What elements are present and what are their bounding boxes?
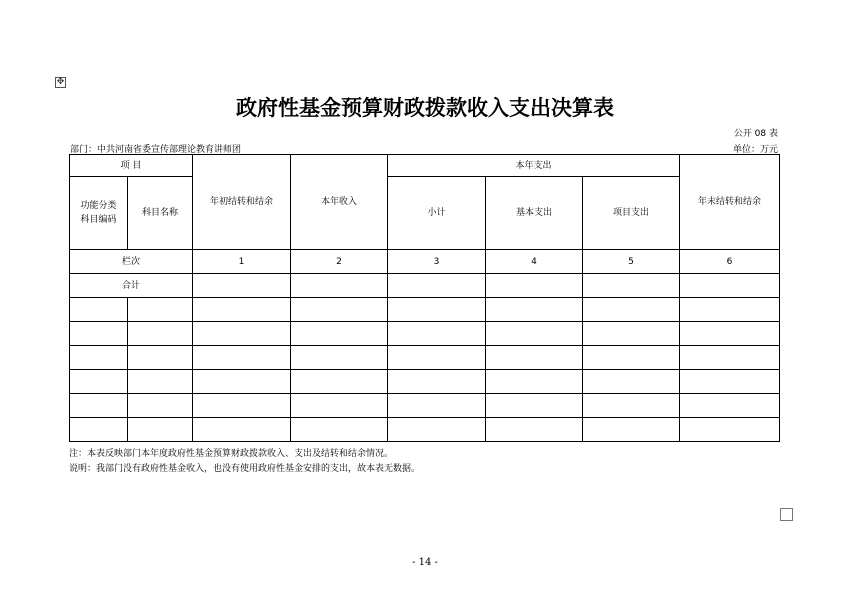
table-cell	[388, 322, 486, 346]
column-number: 1	[193, 250, 291, 274]
header-year-income: 本年收入	[291, 155, 388, 250]
header-basic-expense: 基本支出	[486, 177, 583, 250]
column-number-label: 栏次	[70, 250, 193, 274]
header-subtotal: 小计	[388, 177, 486, 250]
table-cell	[128, 394, 193, 418]
table-cell	[128, 370, 193, 394]
page-title: 政府性基金预算财政拨款收入支出决算表	[236, 95, 614, 120]
header-year-expense: 本年支出	[388, 155, 680, 177]
table-cell	[388, 394, 486, 418]
table-cell	[583, 274, 680, 298]
table-row	[70, 370, 780, 394]
table-cell	[70, 418, 128, 442]
table-cell	[680, 298, 780, 322]
table-explanation: 说明：我部门没有政府性基金收入，也没有使用政府性基金安排的支出，故本表无数据。	[69, 464, 421, 474]
table-cell	[583, 394, 680, 418]
table-cell	[128, 418, 193, 442]
department-label: 部门：中共河南省委宣传部理论教育讲师团	[70, 145, 242, 155]
table-cell	[193, 418, 291, 442]
table-cell	[193, 322, 291, 346]
table-cell	[583, 322, 680, 346]
table-cell	[70, 298, 128, 322]
table-cell	[486, 298, 583, 322]
table-cell	[388, 298, 486, 322]
form-number: 公开 08 表	[733, 129, 778, 139]
table-cell	[486, 346, 583, 370]
table-cell	[486, 370, 583, 394]
table-cell	[291, 418, 388, 442]
table-note: 注：本表反映部门本年度政府性基金预算财政拨款收入、支出及结转和结余情况。	[69, 449, 394, 459]
header-end-balance: 年末结转和结余	[680, 155, 780, 250]
table-cell	[291, 370, 388, 394]
header-project-expense: 项目支出	[583, 177, 680, 250]
total-row	[70, 274, 780, 298]
table-row	[70, 322, 780, 346]
table-row	[70, 346, 780, 370]
table-row	[70, 298, 780, 322]
table-row	[70, 418, 780, 442]
table-cell	[583, 418, 680, 442]
table-cell	[583, 370, 680, 394]
column-number: 3	[388, 250, 486, 274]
table-cell	[193, 370, 291, 394]
header-func-code: 功能分类 科目编码	[70, 177, 128, 250]
column-number: 4	[486, 250, 583, 274]
table-cell	[193, 346, 291, 370]
table-cell	[388, 274, 486, 298]
table-cell	[388, 346, 486, 370]
page-number: - 14 -	[412, 557, 438, 568]
column-number: 2	[291, 250, 388, 274]
column-number: 6	[680, 250, 780, 274]
table-cell	[486, 274, 583, 298]
table-row	[70, 394, 780, 418]
table-cell	[70, 370, 128, 394]
column-number: 5	[583, 250, 680, 274]
table-cell	[388, 418, 486, 442]
table-cell	[128, 346, 193, 370]
table-cell	[680, 322, 780, 346]
table-cell	[291, 298, 388, 322]
table-cell	[128, 322, 193, 346]
table-cell	[486, 322, 583, 346]
table-cell	[291, 274, 388, 298]
table-cell	[291, 346, 388, 370]
table-cell	[193, 394, 291, 418]
header-begin-balance: 年初结转和结余	[193, 155, 291, 250]
table-cell	[70, 346, 128, 370]
table-move-handle-icon[interactable]: ✥	[56, 77, 65, 87]
table-cell	[388, 370, 486, 394]
table-cell	[583, 346, 680, 370]
table-cell	[680, 418, 780, 442]
table-cell	[291, 394, 388, 418]
table-cell	[680, 394, 780, 418]
header-item: 项 目	[70, 155, 193, 177]
table-cell	[486, 394, 583, 418]
unit-label: 单位：万元	[732, 145, 778, 155]
table-cell	[70, 322, 128, 346]
column-number-row	[70, 250, 780, 274]
resize-box-icon[interactable]	[780, 508, 793, 521]
table-cell	[680, 370, 780, 394]
table-cell	[486, 418, 583, 442]
header-subject-name: 科目名称	[128, 177, 193, 250]
table-cell	[193, 274, 291, 298]
table-cell	[70, 394, 128, 418]
budget-table	[69, 154, 780, 442]
table-cell	[193, 298, 291, 322]
table-cell	[128, 298, 193, 322]
table-cell	[680, 274, 780, 298]
table-cell	[680, 346, 780, 370]
total-label: 合计	[70, 274, 193, 298]
table-cell	[291, 322, 388, 346]
table-cell	[583, 298, 680, 322]
